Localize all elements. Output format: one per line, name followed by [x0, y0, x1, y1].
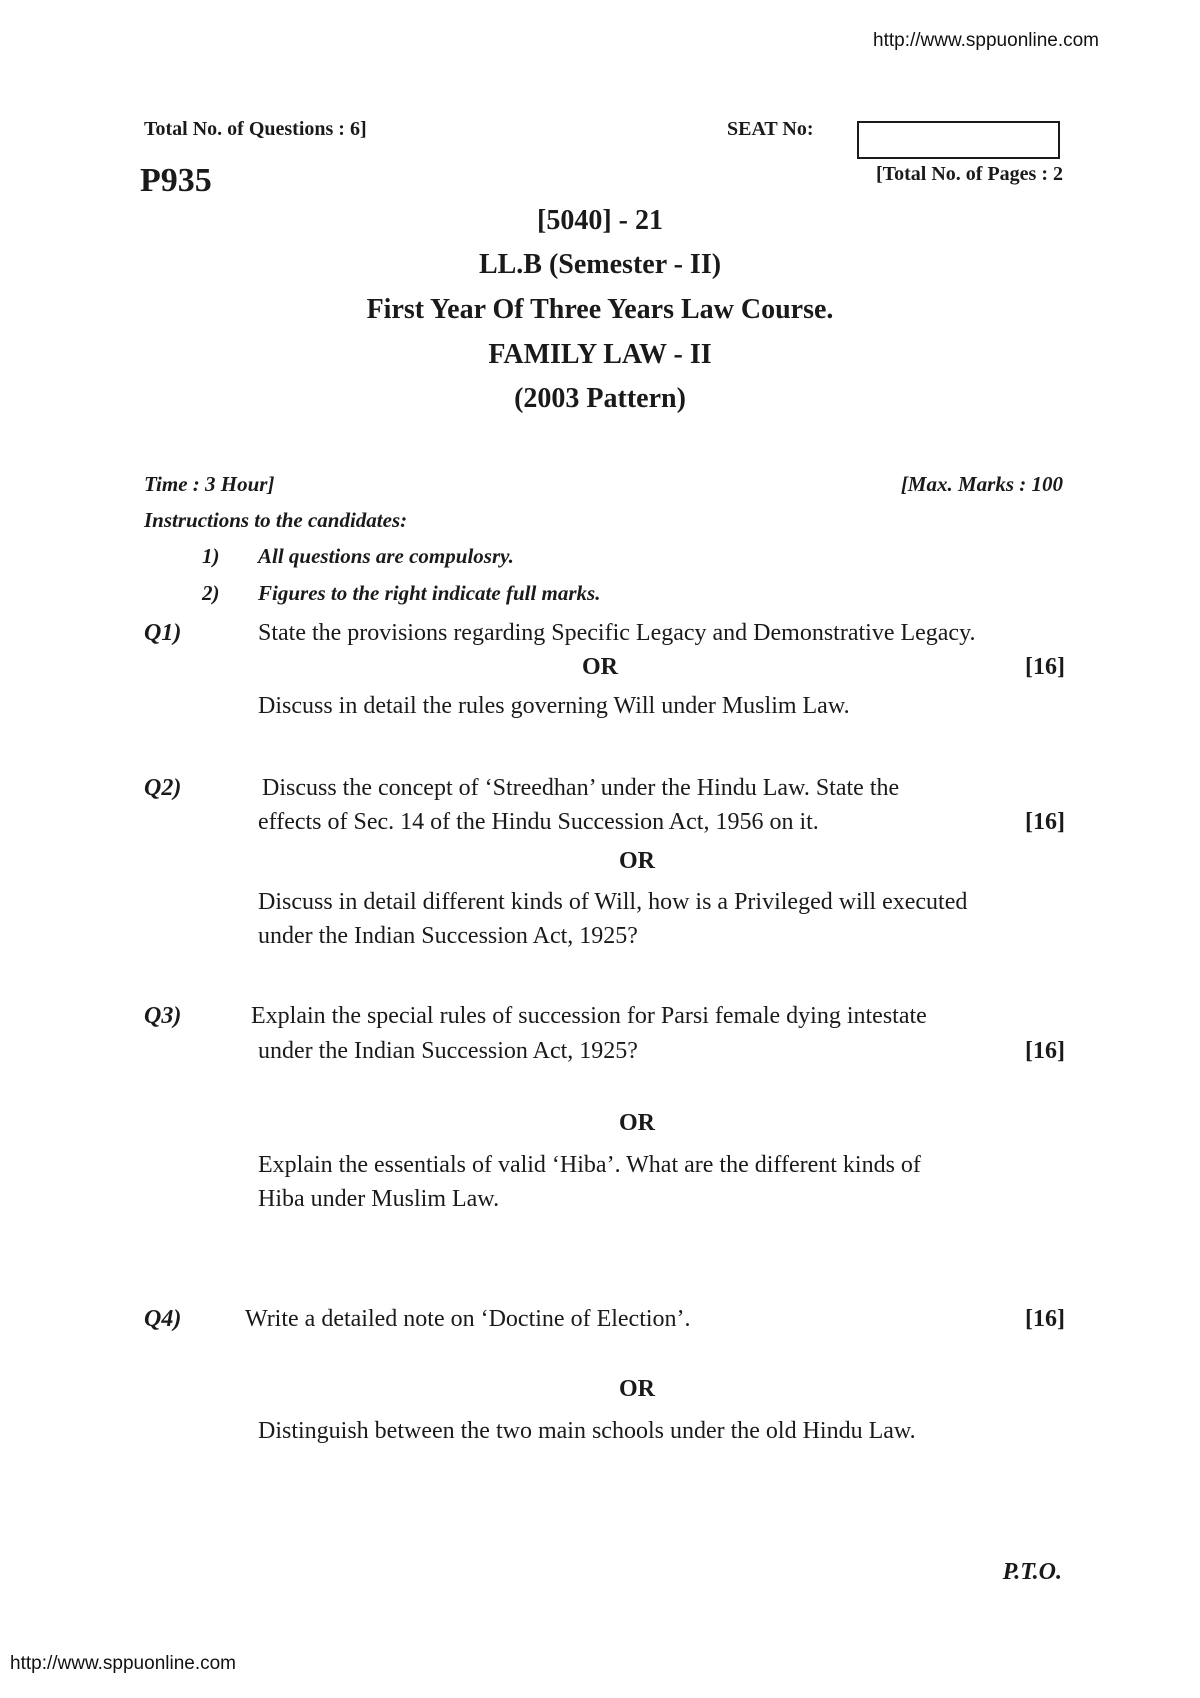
question-text-q2-line1: Discuss the concept of ‘Streedhan’ under the Hindu Law. State the [262, 775, 900, 801]
or-separator: OR [582, 654, 618, 680]
question-alt-q3-line1: Explain the essentials of valid ‘Hiba’. What are the different kinds of [258, 1152, 921, 1178]
exam-code: [5040] - 21 [537, 205, 663, 236]
pattern: (2003 Pattern) [514, 383, 686, 414]
instruction-text: Figures to the right indicate full marks. [258, 581, 601, 605]
max-marks: [Max. Marks : 100 [900, 472, 1063, 496]
question-text-q2-line2: effects of Sec. 14 of the Hindu Succession Act, 1956 on it. [258, 809, 819, 835]
question-number-q1: Q1) [144, 620, 182, 646]
question-text-q1: State the provisions regarding Specific Legacy and Demonstrative Legacy. [258, 620, 976, 646]
seat-label: SEAT No: [727, 118, 814, 140]
instruction-number: 1) [202, 544, 220, 568]
or-separator: OR [619, 1110, 655, 1136]
or-separator: OR [619, 1376, 655, 1402]
question-number-q3: Q3) [144, 1003, 182, 1029]
marks-q2: [16] [1025, 809, 1065, 835]
instruction-text: All questions are compulosry. [258, 544, 514, 568]
question-alt-q2-line1: Discuss in detail different kinds of Will, how is a Privileged will executed [258, 889, 968, 915]
top-url: http://www.sppuonline.com [873, 30, 1100, 51]
total-questions: Total No. of Questions : 6] [144, 118, 367, 140]
time-allowed: Time : 3 Hour] [144, 472, 275, 496]
question-alt-q2-line2: under the Indian Succession Act, 1925? [258, 923, 638, 949]
question-text-q3-line2: under the Indian Succession Act, 1925? [258, 1038, 638, 1064]
total-pages: [Total No. of Pages : 2 [875, 163, 1063, 185]
question-number-q2: Q2) [144, 775, 182, 801]
question-number-q4: Q4) [144, 1306, 182, 1332]
course-title: LL.B (Semester - II) [478, 249, 722, 280]
question-text-q3-line1: Explain the special rules of succession for Parsi female dying intestate [251, 1003, 927, 1029]
question-alt-q4: Distinguish between the two main schools under the old Hindu Law. [258, 1418, 916, 1444]
seat-number-box[interactable] [857, 121, 1060, 159]
subject-title: FAMILY LAW - II [488, 339, 712, 370]
pto-marker: P.T.O. [1002, 1559, 1062, 1585]
question-alt-q1: Discuss in detail the rules governing Will under Muslim Law. [258, 693, 850, 719]
question-text-q4: Write a detailed note on ‘Doctine of Election’. [245, 1306, 691, 1332]
marks-q1: [16] [1025, 654, 1065, 680]
marks-q4: [16] [1025, 1306, 1065, 1332]
question-alt-q3-line2: Hiba under Muslim Law. [258, 1186, 500, 1212]
instruction-number: 2) [202, 581, 220, 605]
instructions-heading: Instructions to the candidates: [144, 508, 408, 532]
paper-code: P935 [140, 162, 212, 199]
course-subtitle: First Year Of Three Years Law Course. [366, 294, 834, 325]
marks-q3: [16] [1025, 1038, 1065, 1064]
or-separator: OR [619, 848, 655, 874]
bottom-url: http://www.sppuonline.com [10, 1653, 237, 1674]
